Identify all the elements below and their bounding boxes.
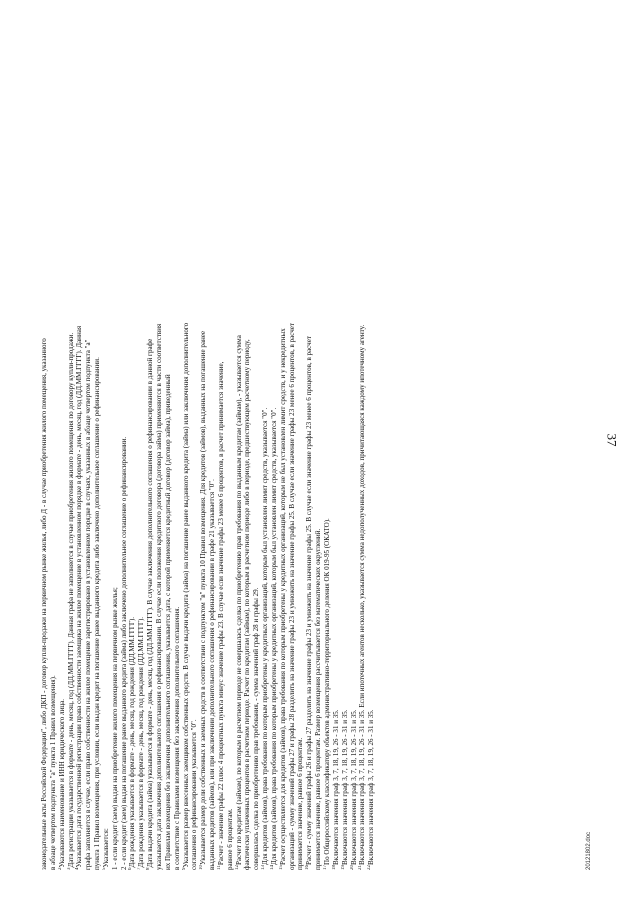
footnote-line (182, 30, 191, 870)
footnote-marker: 11 (216, 865, 222, 870)
footnote-line (226, 30, 235, 870)
footnote-text: Для кредитов (займов), права требования по которым приобретены у кредитных организаций, которым был установлен лимит средств, указывается "0". (269, 407, 278, 865)
footnote-marker: 3 (66, 867, 72, 870)
footnote-marker: 16 (305, 865, 311, 870)
footnote-marker: 14 (269, 865, 275, 870)
footnote-line (350, 30, 359, 870)
footnote-text: 1 - если кредит (заем) выдан на приобретение жилого помещения на первичном рынке жилья; (110, 587, 119, 870)
footnote-text: Включаются значения граф 3, 7, 18, 19, 26 - 31 и 35. (340, 709, 349, 865)
footnote-text: их Правилам возмещения без заключения дополнительного соглашения, указывается дата, с которой применяется кредитный договор (договор займа), приведенный (163, 374, 172, 870)
footnote-text: указывается дата заключения дополнительного соглашения о рефинансировании. В случае если положения кредитного договора (договора займа) применяются в части соответствия (154, 323, 163, 870)
footnote-marker: 20 (349, 865, 355, 870)
footnote-text: Включаются значения граф 3, 7, 18, 19, 26 - 31 и 35. (331, 709, 340, 865)
footnote-line (252, 30, 261, 870)
rotated-page-content (40, 30, 600, 870)
footnote-text: принимается значение, равное 6 процентам. (296, 737, 305, 870)
footnote-text: Включаются значения граф 3, 7, 18, 19, 26 - 31 и 35. (349, 709, 358, 865)
footnote-line (120, 30, 129, 870)
footnote-marker: 13 (261, 865, 267, 870)
footnote-line (58, 30, 67, 870)
footnote-text: в соответствие с Правилами возмещения без заключения дополнительного соглашения. (172, 606, 181, 870)
footnote-line (243, 30, 252, 870)
footnote-text: Включаются значения граф 3, 7, 18, 19, 26 - 31 и 35. Если ипотечных агентов несколько, указывается сумма недополученных доходов, причитающаяся каждому ипотечному агенту. (358, 324, 367, 865)
footnote-text: принимается значение, равное 6 процентам. Размер возмещения рассчитывается без математических округлений. (314, 528, 323, 870)
footnote-text: Расчет - значение графы 22 плюс 4 процентных пункта минус значение графы 23. В случае если значение графы 23 менее 6 процентов, в расчет принимается значение, (216, 361, 225, 866)
footnote-marker: 4 (75, 867, 81, 870)
footnote-line (270, 30, 279, 870)
footnote-text: организаций - сумму значений графы 27 и графы 28 разделить на значение графы 23 и умножить на значение графы 25. В случае если значение графы 23 менее 6 процентов, в расчет (287, 323, 296, 870)
footnote-text: фактически уплаченных процентов в расчетном периоде. Расчет по кредитам (займам), по которым в расчетном периоде либо в периоде, предшествующем расчетному периоду, (243, 339, 252, 870)
footnote-text: Расчет осуществляется для кредитов (займов), права требования по которым приобретены у кредитных организаций, которым не был установлен лимит средств, и у некредитных (278, 328, 287, 865)
footnote-text: выданных кредитов (займов), или при заключении дополнительного соглашения о рефинансировании в графе 21 указывается "0". (208, 479, 217, 870)
footnote-marker: 9 (181, 867, 187, 870)
footnote-text: Указывается размер доли собственных и заемных средств в соответствии с подпунктом "в" пункта 10 Правил возмещения. Для кредитов (займов), выданных на погашение ранее (199, 330, 208, 865)
footnote-text: Включаются значения граф 3, 7, 18, 19, 26 - 31 и 35. (367, 709, 376, 865)
footnote-line (173, 30, 182, 870)
footnote-line (67, 30, 76, 870)
footnote-line (84, 30, 93, 870)
footnote-text: законодательные акты Российской Федерации", либо ДКП - договор купли-продажи на первичном рынке жилья, либо Д - в случае приобретения жилого помещения, указанного (40, 338, 48, 870)
footnote-line (279, 30, 288, 870)
footnote-line (164, 30, 173, 870)
footnote-line (49, 30, 58, 870)
footnote-text: Расчет по кредитам (займам), по которым в расчетном периоде не совершалась сделка по приобретению прав требования по выданным кредитам (займам), - указывается сумма (234, 335, 243, 865)
footnote-text: По Общероссийскому классификатору объектов административно-территориального деления ОК 019-95 (ОКАТО). (323, 518, 331, 865)
footnote-line (235, 30, 244, 870)
footnote-line (40, 30, 49, 870)
footnote-line (296, 30, 305, 870)
footnote-marker: 2 (57, 867, 63, 870)
footnote-line (314, 30, 323, 870)
footnote-line (102, 30, 111, 870)
footnote-text: Указывается: (101, 828, 110, 868)
footnote-line (261, 30, 270, 870)
footnote-text: 2 - если кредит (заем) выдан на погашение ранее выданного кредита (займа) либо заключено дополнительное соглашение о рефинансировании. (119, 436, 128, 870)
footnote-line (128, 30, 137, 870)
footnote-line (358, 30, 367, 870)
footnote-line (93, 30, 102, 870)
footnote-line (341, 30, 350, 870)
footnote-marker: 17 (323, 865, 328, 870)
footnote-line (208, 30, 217, 870)
footnote-line (199, 30, 208, 870)
footnote-text: пункта 1 Правил возмещения, при условии, если выдан кредит на погашение ранее выданного кредита либо заключено дополнительное соглашение о рефинансировании. (93, 357, 102, 870)
footnote-marker: 21 (358, 865, 364, 870)
footnote-line (323, 30, 332, 870)
footnote-line (190, 30, 199, 870)
footnote-marker: 8 (146, 867, 152, 870)
footnote-line (111, 30, 120, 870)
footnote-text: соглашения о рефинансировании указывается "0". (190, 719, 199, 870)
footnotes (40, 30, 376, 870)
footnote-text: Дата выдачи кредита (займа) указывается в формате - день, месяц, год (ДД.ММ.ГГГГ). В случае заключения дополнительного соглашения о рефинансировании в данной графе (146, 338, 155, 868)
footnote-text: Дата рождения указывается в формате - день, месяц, год рождения (ДД.ММ.ГГГГ). (137, 616, 146, 868)
footnote-marker: 15 (278, 865, 284, 870)
footnote-line (146, 30, 155, 870)
footnote-marker: 18 (331, 865, 337, 870)
footnote-line (305, 30, 314, 870)
footnote-line (367, 30, 376, 870)
footnote-marker: 6 (128, 867, 134, 870)
footnote-marker: 12 (234, 865, 240, 870)
footnote-marker: 10 (199, 865, 205, 870)
document-filename: 20121802.doc (586, 831, 592, 870)
footnote-marker: 22 (367, 865, 373, 870)
footnote-text: Указываются наименование и ИНН юридического лица. (57, 699, 66, 868)
footnote-text: в абзаце четвертом подпункта "а" пункта 1 Правил возмещения). (48, 675, 57, 870)
footnote-line (217, 30, 226, 870)
footnote-text: Указывается дата государственной регистрации права собственности заемщика на жилое помещение в установленном порядке в формате - день, месяц, год (ДД.ММ.ГГГГ). Данная (75, 325, 84, 868)
footnote-text: Расчет - сумму значений графы 26 и графы 27 разделить на значение графы 23 и умножить на значение графы 25. В случае если значение графы 23 менее 6 процентов, в расчет (305, 336, 314, 865)
footnote-text: Дата регистрации указывается в формате - день, месяц, год (ДД.ММ.ГГГГ). Данная графа не заполняется в случае приобретения жилого помещения по договору купли-продажи. (66, 332, 75, 868)
footnote-line (288, 30, 297, 870)
footnote-text: равное 6 процентам. (225, 808, 234, 870)
footnote-line (332, 30, 341, 870)
footnote-text: совершалась сделка по приобретению прав требования, - сумма значений граф 28 и графы 29. (252, 587, 261, 870)
footnote-line (137, 30, 146, 870)
footnote-text: Для кредитов (займов), права требования по которым приобретены у кредитных организаций, которым был установлен лимит средств, указывается "0". (261, 407, 270, 865)
footnote-line (155, 30, 164, 870)
page-number: 37 (604, 433, 620, 447)
footnote-text: Дата рождения указывается в формате - день, месяц, год рождения (ДД.ММ.ГГГГ). (128, 616, 137, 868)
footnote-text: Указывается размер внесенных заемщиком собственных средств. В случае выдачи кредита (займа) на погашение ранее выданного кредита (займа) или заключения дополнительного (181, 322, 190, 868)
footnote-marker: 7 (137, 867, 143, 870)
footnote-marker: 19 (340, 865, 346, 870)
footnote-marker: 5 (101, 867, 107, 870)
footnote-line (75, 30, 84, 870)
footnote-text: графа заполняется в случае, если право собственности на жилое помещение зарегистрировано в установленном порядке в случаях, указанных в абзаце четвертом подпункта "а" (84, 339, 93, 870)
